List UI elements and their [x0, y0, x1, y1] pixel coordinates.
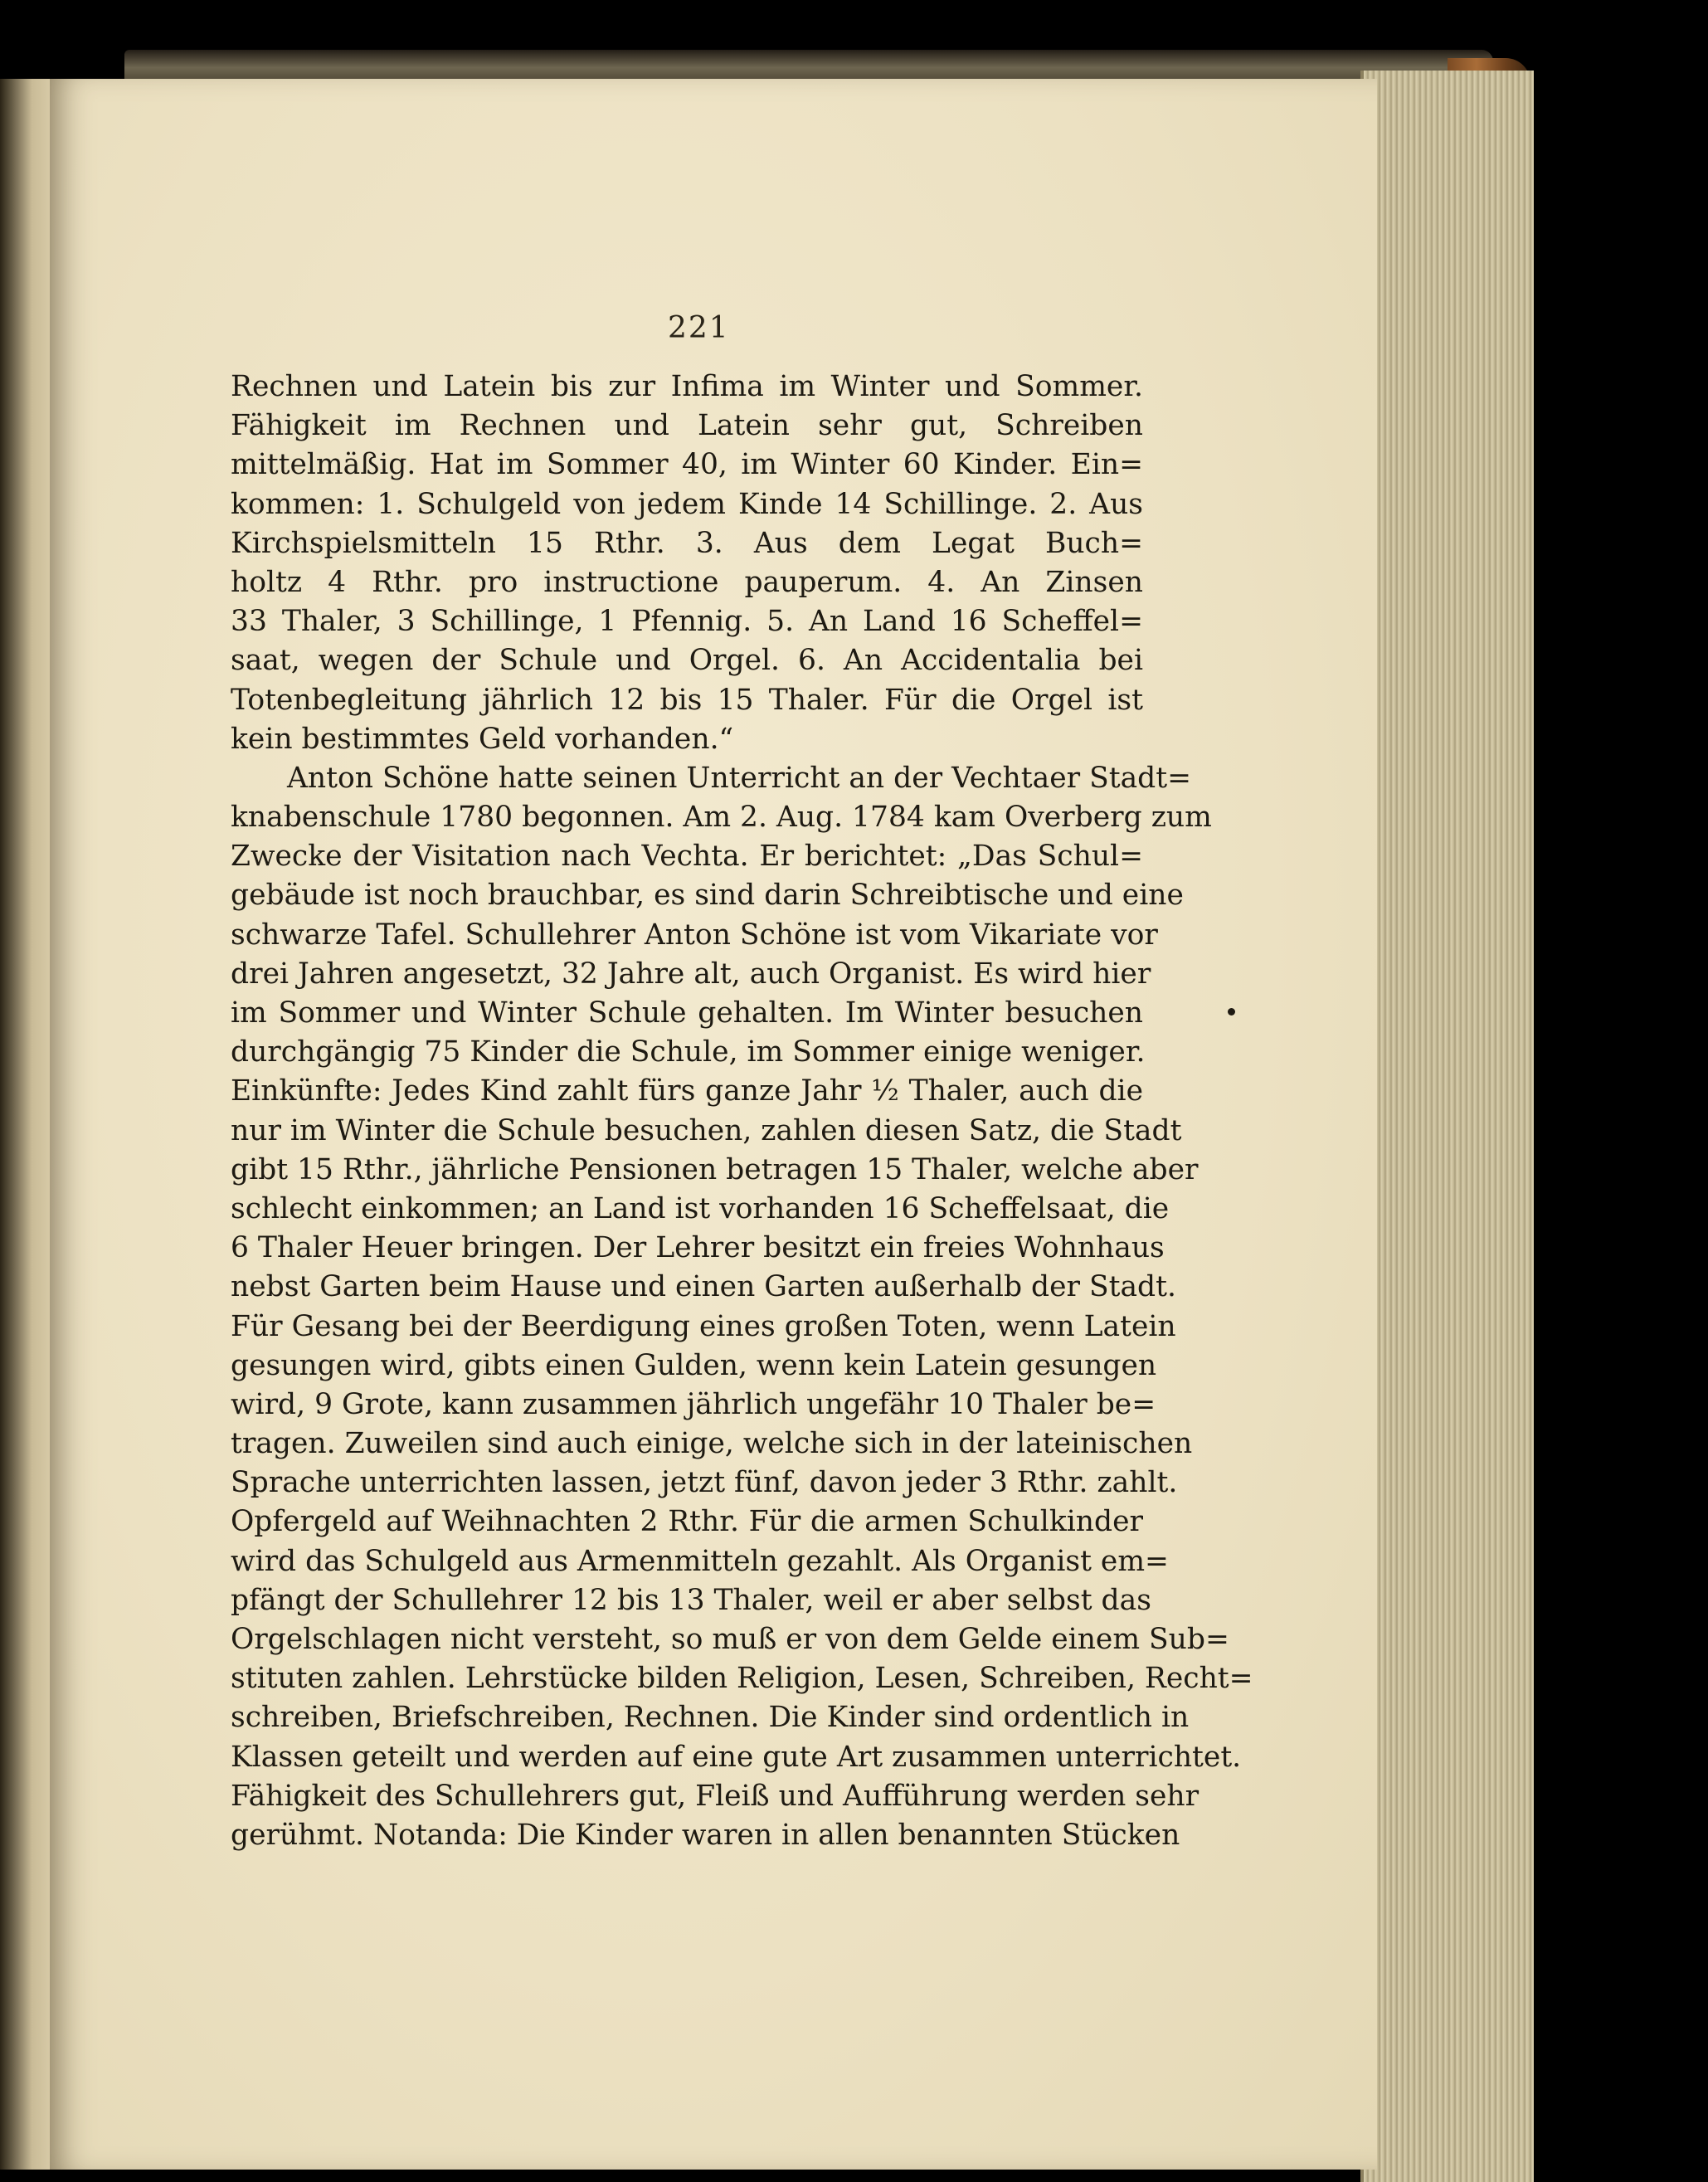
page-number: 221 [668, 311, 730, 345]
page-stack-edge [1360, 71, 1534, 2182]
text-line: wird das Schulgeld aus Armenmitteln gezahlt. Als Organist em= [231, 1544, 1169, 1578]
text-line: gebäude ist noch brauchbar, es sind darin Schreibtische und eine [231, 879, 1184, 913]
text-line: 6 Thaler Heuer bringen. Der Lehrer besitzt ein freies Wohnhaus [231, 1231, 1165, 1265]
text-line: Kirchspielsmitteln 15 Rthr. 3. Aus dem Legat Buch= [231, 526, 1143, 560]
text-line: Klassen geteilt und werden auf eine gute Art zusammen unterrichtet. [231, 1740, 1242, 1774]
text-line: tragen. Zuweilen sind auch einige, welche sich in der lateinischen [231, 1427, 1193, 1461]
text-line: saat, wegen der Schule und Orgel. 6. An Accidentalia bei [231, 644, 1143, 678]
text-line: Opfergeld auf Weihnachten 2 Rthr. Für die armen Schulkinder [231, 1505, 1143, 1539]
text-line: pfängt der Schullehrer 12 bis 13 Thaler, weil er aber selbst das [231, 1583, 1151, 1617]
margin-dot [1228, 1008, 1235, 1016]
text-line: knabenschule 1780 begonnen. Am 2. Aug. 1784 kam Overberg zum [231, 801, 1212, 835]
text-line: schwarze Tafel. Schullehrer Anton Schöne ist vom Vikariate vor [231, 918, 1158, 952]
text-line: Fähigkeit im Rechnen und Latein sehr gut, Schreiben [231, 409, 1143, 443]
text-line: nur im Winter die Schule besuchen, zahlen diesen Satz, die Stadt [231, 1113, 1182, 1147]
text-line: gesungen wird, gibts einen Gulden, wenn kein Latein gesungen [231, 1348, 1157, 1382]
text-line: schlecht einkommen; an Land ist vorhanden 16 Scheffelsaat, die [231, 1191, 1170, 1225]
text-line: gibt 15 Rthr., jährliche Pensionen betragen 15 Thaler, welche aber [231, 1152, 1199, 1186]
text-line: schreiben, Briefschreiben, Rechnen. Die Kinder sind ordentlich in [231, 1701, 1190, 1735]
text-line: Rechnen und Latein bis zur Infima im Winter und Sommer. [231, 370, 1143, 403]
text-line: Fähigkeit des Schullehrers gut, Fleiß und Aufführung werden sehr [231, 1779, 1199, 1813]
text-line: Totenbegleitung jährlich 12 bis 15 Thaler. Für die Orgel ist [231, 683, 1143, 717]
text-line: stituten zahlen. Lehrstücke bilden Religion, Lesen, Schreiben, Recht= [231, 1662, 1253, 1696]
text-line: mittelmäßig. Hat im Sommer 40, im Winter 60 Kinder. Ein= [231, 448, 1143, 482]
text-line: Sprache unterrichten lassen, jetzt fünf, davon jeder 3 Rthr. zahlt. [231, 1466, 1178, 1500]
text-line: Einkünfte: Jedes Kind zahlt fürs ganze Jahr ½ Thaler, auch die [231, 1074, 1143, 1108]
text-line: nebst Garten beim Hause und einen Garten außerhalb der Stadt. [231, 1270, 1176, 1304]
book-page [50, 79, 1377, 2170]
text-line: durchgängig 75 Kinder die Schule, im Sommer einige weniger. [231, 1035, 1146, 1069]
text-line: drei Jahren angesetzt, 32 Jahre alt, auch Organist. Es wird hier [231, 957, 1151, 991]
paragraph-end-line: kein bestimmtes Geld vorhanden.“ [231, 722, 734, 756]
text-line: holtz 4 Rthr. pro instructione pauperum. 4. An Zinsen [231, 565, 1143, 599]
paragraph-start-line: Anton Schöne hatte seinen Unterricht an der Vechtaer Stadt= [287, 761, 1192, 795]
text-line: 33 Thaler, 3 Schillinge, 1 Pfennig. 5. An Land 16 Scheffel= [231, 605, 1143, 639]
text-line: Für Gesang bei der Beerdigung eines großen Toten, wenn Latein [231, 1309, 1176, 1343]
text-line: kommen: 1. Schulgeld von jedem Kinde 14 Schillinge. 2. Aus [231, 487, 1143, 521]
text-line: gerühmt. Notanda: Die Kinder waren in allen benannten Stücken [231, 1818, 1180, 1852]
text-line: Orgelschlagen nicht versteht, so muß er von dem Gelde einem Sub= [231, 1623, 1229, 1656]
text-line: im Sommer und Winter Schule gehalten. Im Winter besuchen [231, 996, 1143, 1030]
body-text [231, 368, 1253, 1855]
text-line: Zwecke der Visitation nach Vechta. Er berichtet: „Das Schul= [231, 840, 1143, 874]
text-line: wird, 9 Grote, kann zusammen jährlich ungefähr 10 Thaler be= [231, 1387, 1156, 1421]
